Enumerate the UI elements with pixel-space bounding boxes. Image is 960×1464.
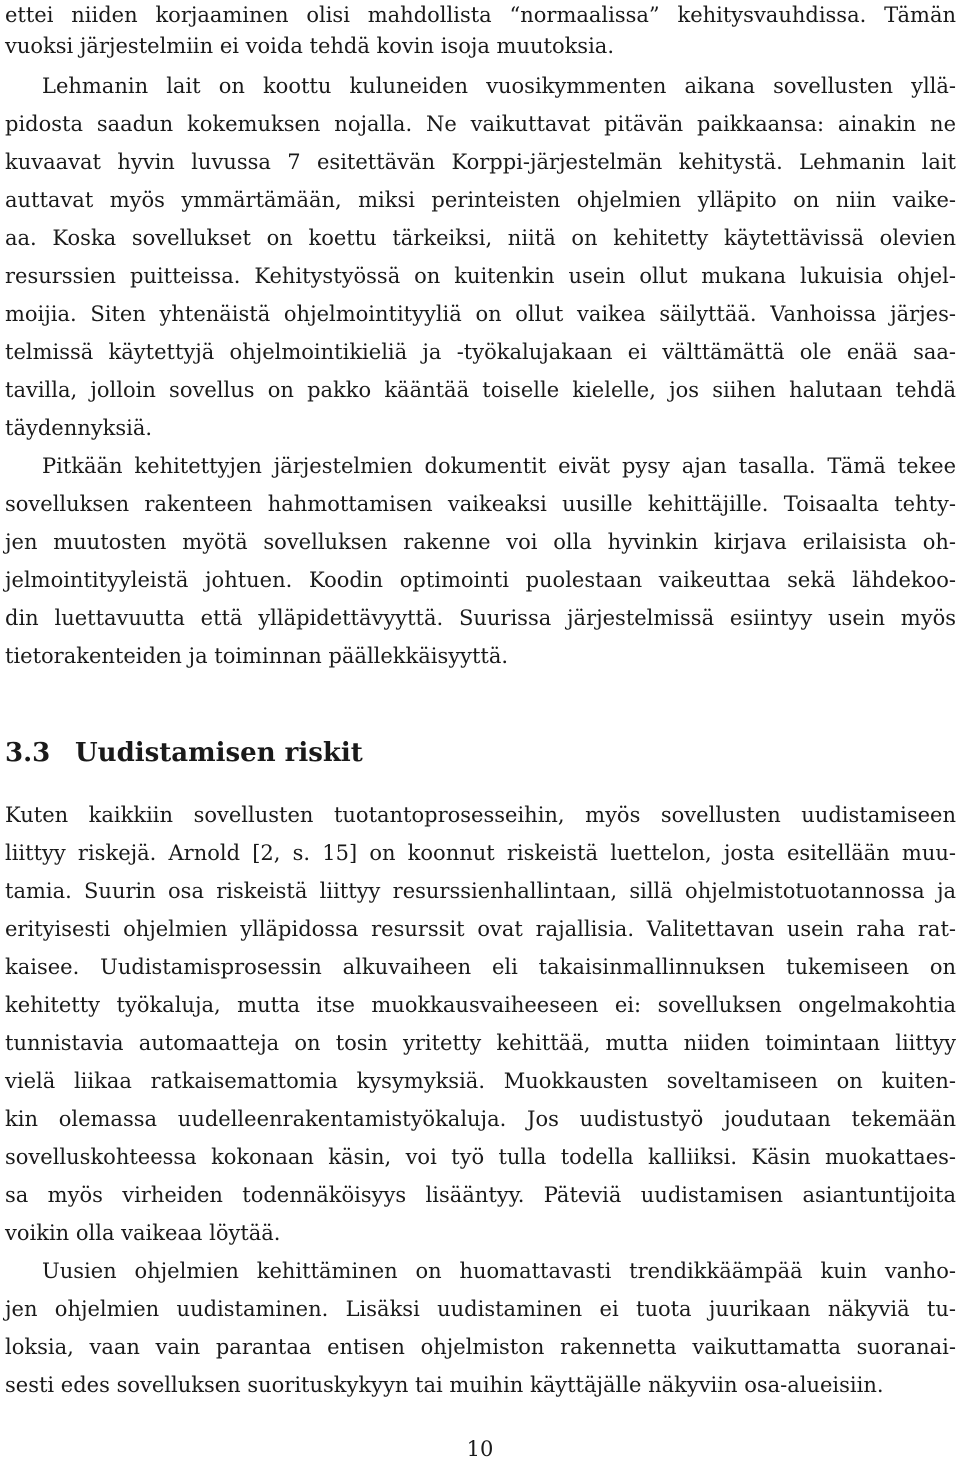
- text-line: sa myös virheiden todennäköisyys lisääntyy. Päteviä uudistamisen asiantuntijoita: [5, 1183, 956, 1207]
- text-line: voikin olla vaikeaa löytää.: [5, 1221, 281, 1245]
- text-line: loksia, vaan vain parantaa entisen ohjelmiston rakennetta vaikuttamatta suoranai-: [5, 1335, 956, 1359]
- text-line: Pitkään kehitettyjen järjestelmien dokumentit eivät pysy ajan tasalla. Tämä tekee: [42, 454, 956, 478]
- text-line: täydennyksiä.: [5, 416, 153, 440]
- text-line: Uusien ohjelmien kehittäminen on huomattavasti trendikkäämpää kuin vanho-: [42, 1259, 956, 1283]
- text-line: sesti edes sovelluksen suorituskykyyn tai muihin käyttäjälle näkyviin osa-alueisiin.: [5, 1373, 884, 1397]
- section-number: 3.3: [5, 738, 51, 768]
- section-heading: [5, 733, 363, 773]
- page-number: 10: [466, 1437, 494, 1461]
- text-line: tamia. Suurin osa riskeistä liittyy resurssienhallintaan, sillä ohjelmistotuotannossa ja: [5, 879, 956, 903]
- text-line: din luettavuutta että ylläpidettävyyttä. Suurissa järjestelmissä esiintyy usein myös: [5, 606, 956, 630]
- text-line: resurssien puitteissa. Kehitystyössä on kuitenkin usein ollut mukana lukuisia ohjel-: [5, 264, 956, 288]
- text-line: erityisesti ohjelmien ylläpidossa resurssit ovat rajallisia. Valitettavan usein raha rat-: [5, 917, 956, 941]
- text-line: jen muutosten myötä sovelluksen rakenne voi olla hyvinkin kirjava erilaisista oh-: [5, 530, 956, 554]
- text-line: auttavat myös ymmärtämään, miksi perinteisten ohjelmien ylläpito on niin vaike-: [5, 188, 956, 212]
- text-line: kaisee. Uudistamisprosessin alkuvaiheen eli takaisinmallinnuksen tukemiseen on: [5, 955, 956, 979]
- text-line: sovelluksen rakenteen hahmottamisen vaikeaksi uusille kehittäjille. Toisaalta tehty-: [5, 492, 956, 516]
- text-line: Lehmanin lait on koottu kuluneiden vuosikymmenten aikana sovellusten yllä-: [42, 74, 956, 98]
- text-line: tunnistavia automaatteja on tosin yritetty kehittää, mutta niiden toimintaan liittyy: [5, 1031, 956, 1055]
- text-line: tavilla, jolloin sovellus on pakko kääntää toiselle kielelle, jos siihen halutaan tehdä: [5, 378, 956, 402]
- text-line: ettei niiden korjaaminen olisi mahdollista “normaalissa” kehitysvauhdissa. Tämän: [5, 3, 956, 27]
- text-line: Kuten kaikkiin sovellusten tuotantoprosesseihin, myös sovellusten uudistamiseen: [5, 803, 956, 827]
- text-line: jelmointityyleistä johtuen. Koodin optimointi puolestaan vaikeuttaa sekä lähdekoo-: [5, 568, 956, 592]
- text-line: aa. Koska sovellukset on koettu tärkeiksi, niitä on kehitetty käytettävissä olevien: [5, 226, 956, 250]
- text-line: vielä liikaa ratkaisemattomia kysymyksiä. Muokkausten soveltamiseen on kuiten-: [5, 1069, 956, 1093]
- text-line: sovelluskohteessa kokonaan käsin, voi työ tulla todella kalliiksi. Käsin muokattaes-: [5, 1145, 956, 1169]
- section-title: Uudistamisen riskit: [75, 738, 363, 768]
- text-line: tietorakenteiden ja toiminnan päällekkäisyyttä.: [5, 644, 509, 668]
- text-line: jen ohjelmien uudistaminen. Lisäksi uudistaminen ei tuota juurikaan näkyviä tu-: [5, 1297, 956, 1321]
- text-line: telmissä käytettyjä ohjelmointikieliä ja -työkalujakaan ei välttämättä ole enää saa-: [5, 340, 956, 364]
- text-line: moijia. Siten yhtenäistä ohjelmointityyliä on ollut vaikea säilyttää. Vanhoissa järjes-: [5, 302, 956, 326]
- text-line: pidosta saadun kokemuksen nojalla. Ne vaikuttavat pitävän paikkaansa: ainakin ne: [5, 112, 956, 136]
- text-line: liittyy riskejä. Arnold [2, s. 15] on koonnut riskeistä luettelon, josta esitellään muu-: [5, 841, 956, 865]
- text-line: kin olemassa uudelleenrakentamistyökaluja. Jos uudistustyö joudutaan tekemään: [5, 1107, 956, 1131]
- text-line: vuoksi järjestelmiin ei voida tehdä kovin isoja muutoksia.: [5, 34, 614, 58]
- text-line: kehitetty työkaluja, mutta itse muokkausvaiheeseen ei: sovelluksen ongelmakohtia: [5, 993, 956, 1017]
- text-line: kuvaavat hyvin luvussa 7 esitettävän Korppi-järjestelmän kehitystä. Lehmanin lait: [5, 150, 956, 174]
